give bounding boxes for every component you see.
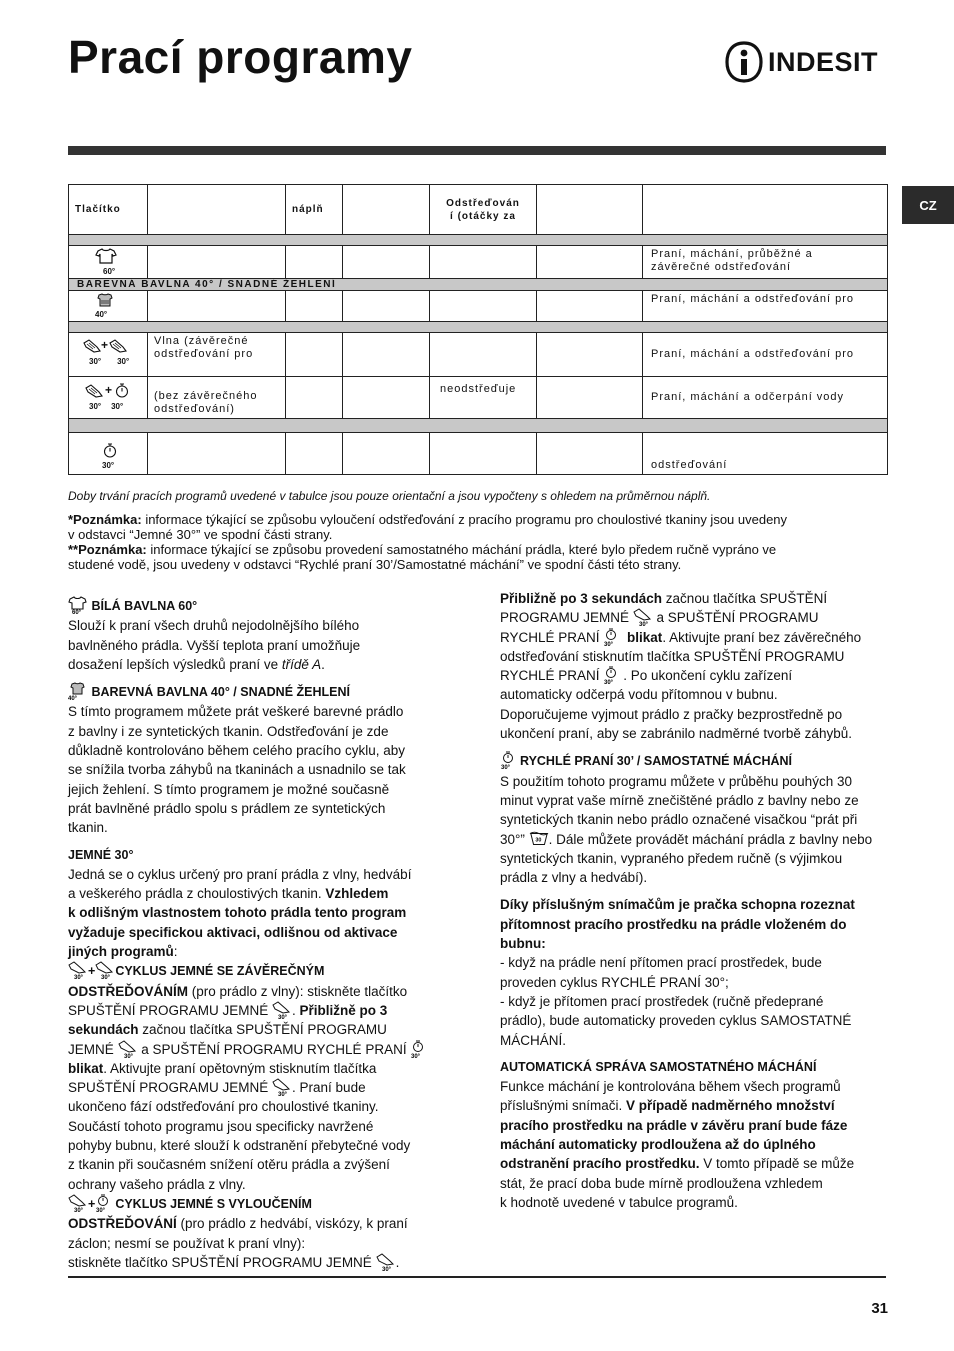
- text-bold: blikat: [627, 629, 663, 645]
- stopwatch-icon: [603, 666, 623, 684]
- text-line: ukončeno fází odstřeďování pro choulostivé tkaniny.: [68, 1099, 379, 1115]
- text-punct: :: [173, 944, 178, 960]
- energy-class: třídě A: [281, 656, 322, 672]
- hand-wool-icon: [68, 1194, 88, 1212]
- stopwatch-icon: [500, 751, 520, 769]
- plus-sign: +: [105, 383, 114, 397]
- table-cell: [343, 246, 430, 279]
- table-cell: [537, 433, 643, 475]
- table-row: [69, 246, 888, 279]
- svg-text:40°: 40°: [68, 696, 78, 701]
- svg-text:30°: 30°: [381, 1266, 391, 1271]
- text-line: z tkanin při současném snížení otěru prádla a zvýšení: [68, 1157, 390, 1173]
- table-cell: [343, 333, 430, 377]
- text-line: prát bavlněné prádlo spolu s prádlem ze syntetických: [68, 800, 386, 816]
- table-band-labeled: [69, 279, 888, 291]
- hand-wool-icon: [376, 1253, 396, 1271]
- language-tab: CZ: [902, 186, 954, 224]
- text-line: tkanin.: [68, 820, 108, 836]
- text-line: Funkce máchání je kontrolována během všech programů: [500, 1079, 841, 1095]
- table-cell: [286, 291, 343, 322]
- header-col6: [537, 185, 643, 235]
- table-cell: [343, 291, 430, 322]
- table-cell: [286, 246, 343, 279]
- table-cell: [286, 377, 343, 419]
- hand-wool-icon: [83, 339, 129, 366]
- header-col2: [148, 185, 286, 235]
- top-rule: [68, 146, 886, 155]
- text-line: důkladně kontrolováno během celého pracího cyklu, aby: [68, 743, 405, 759]
- stopwatch-icon: [95, 1194, 115, 1212]
- table-cell: [148, 291, 286, 322]
- icon-temp-label: 60°: [103, 267, 116, 276]
- text-line: stát, že prací doba bude mírně prodloužena vzhledem: [500, 1175, 823, 1191]
- text-bold: ODSTŘEĎOVÁNÍM: [68, 983, 189, 999]
- left-column: 60° BÍLÁ BAVLNA 60° Slouží k praní všech druhů nejodolnějšího bílého bavlněného prádla. Vyšší teplota praní umožňuje dosažení lepších výsledků praní ve třídě A. 40° BAREVNÁ BAVLNA 40° / SNADNÉ ŽEHLENÍ S tímto programem můžete prát veškeré barevné prádlo z bavlny i ze syntetických tkanin. Odstřeďování je zde důkladně kontrolováno během celého pracího cyklu, aby se snížila tvorba záhybů na tkaninách a usnadnilo se tak jejich žehlení. S tímto programem je možné současně prát bavlněné prádlo spolu s prádlem ze syntetických tkanin. JEMNÉ 30° Jedná se o cyklus určený pro praní prádla z vlny, hedvábí a veškerého prádla z choulostivých tkanin. Vzhledem k odlišným vlastnostem tohoto prádla tento program vyžaduje specifickou aktivaci, odlišnou od aktivace jiných programů: 30° + 30° CYKLUS JEMNÉ SE ZÁVĚREČNÝM ODSTŘEĎOVÁNÍM (pro prádlo z vlny): stiskněte tlačítko SPUŠTĚNÍ PROGRAMU JEMNÉ 30° . Přibližně po 3 sekundách začnou tlačítka SPUŠTĚNÍ PROGRAMU JEMNÉ 30° a SPUŠTĚNÍ PROGRAMU RYCHLÉ PRANÍ 30° blikat. Aktivujte praní opětovným stisknutím tlačítka SPUŠTĚNÍ PROGRAMU JEMNÉ 30° . Praní bude ukončeno fází odstřeďování pro choulostivé tkaniny. Součástí tohoto programu jsou specificky navržené pohyby bubnu, které slouží k odstranění přebytečné vody z tkanin při současném snížení otěru prádla a zvýšení ochrany vašeho prádla z vlny. 30° + 30° CYKLUS JEMNÉ S VYLOUČENÍM ODSTŘEĎOVÁNÍ (pro prádlo z hedvábí, viskózy, k praní záclon; nesmí se používat k praní vlny): stiskněte tlačítko SPUŠTĚNÍ PROGRAMU JEMNÉ 30° .: [68, 596, 443, 1272]
- text-bold: blikat: [68, 1060, 104, 1076]
- text-line: odstřeďování): [154, 403, 235, 415]
- text-bold: Díky příslušným snímačům je pračka schopna rozeznat: [500, 897, 855, 913]
- text-bold: odstranění pracího prostředku.: [500, 1156, 700, 1172]
- table-cell: [148, 246, 286, 279]
- text-line: odstřeďování pro: [154, 348, 254, 360]
- row-icon-cell: [69, 246, 148, 279]
- icon-temp-label: 30°: [102, 461, 115, 470]
- right-column: [500, 589, 888, 1212]
- text-line: pohyby bubnu, které slouží k odstranění přebytečné vody: [68, 1138, 411, 1154]
- stopwatch-icon: [603, 628, 623, 646]
- bottom-rule: [68, 1276, 886, 1278]
- colored-shirt-icon: [97, 293, 113, 319]
- text-line: jejich žehlení. S tímto programem je možné současně: [68, 781, 390, 797]
- svg-text:30°: 30°: [101, 975, 111, 980]
- svg-text:60°: 60°: [72, 610, 82, 614]
- text-line: . Aktivujte praní bez závěrečného: [662, 629, 862, 645]
- text-line: SPUŠTĚNÍ PROGRAMU JEMNÉ: [68, 1002, 273, 1018]
- note1-text-2: v odstavci “Jemné 30°” ve spodní části strany.: [68, 527, 333, 542]
- text-line: RYCHLÉ PRANÍ: [500, 629, 604, 645]
- text-line: S tímto programem můžete prát veškeré barevné prádlo: [68, 704, 404, 720]
- heading-white-cotton: BÍLÁ BAVLNA 60°: [91, 599, 198, 613]
- text-line: . Aktivujte praní opětovným stisknutím tlačítka: [103, 1060, 377, 1076]
- svg-text:30°: 30°: [74, 1207, 84, 1212]
- text-line: prádlo), bude automaticky proveden cyklus SAMOSTATNÉ: [500, 1013, 852, 1029]
- text-bold: máchání automaticky prodloužena až do úplného: [500, 1137, 816, 1153]
- text-bold: Přibližně po 3: [299, 1002, 388, 1018]
- row-text: [148, 377, 286, 419]
- table-band: [69, 419, 888, 433]
- svg-text:30°: 30°: [638, 622, 648, 627]
- text-line: bavlněného prádla. Vyšší teplota praní umožňuje: [68, 637, 361, 653]
- text-bold: k odlišným vlastnostem tohoto prádla tento program: [68, 905, 407, 921]
- svg-text:30°: 30°: [604, 680, 614, 685]
- row-text: [148, 333, 286, 377]
- svg-text:30°: 30°: [96, 1207, 106, 1212]
- icon-temp-label: 30°: [117, 357, 130, 366]
- text-line: a SPUŠTĚNÍ PROGRAMU: [652, 610, 819, 626]
- text-line: začnou tlačítka SPUŠTĚNÍ PROGRAMU: [138, 1022, 387, 1038]
- table-cell: [537, 333, 643, 377]
- icon-temp-label: 30°: [89, 357, 102, 366]
- svg-text:30°: 30°: [604, 641, 614, 646]
- row-desc: Praní, máchání a odstřeďování pro: [643, 333, 888, 377]
- text-line: a SPUŠTĚNÍ PROGRAMU RYCHLÉ PRANÍ: [137, 1041, 411, 1057]
- table-footnote: Doby trvání pracích programů uvedené v tabulce jsou pouze orientační a jsou vypočteny s ohledem na průměrnou náplň.: [68, 489, 711, 503]
- text-line: Součástí tohoto programu jsou specificky navržené: [68, 1118, 374, 1134]
- text-bold: jiných programů: [68, 944, 174, 960]
- programs-table: [68, 184, 888, 475]
- text-line: proveden cyklus RYCHLÉ PRANÍ 30°;: [500, 974, 729, 990]
- text-line: stiskněte tlačítko SPUŠTĚNÍ PROGRAMU JEMNÉ: [68, 1254, 376, 1270]
- table-row: [69, 291, 888, 322]
- text-line: - když je přítomen prací prostředek (ručně předeprané: [500, 993, 824, 1009]
- text-line: SPUŠTĚNÍ PROGRAMU JEMNÉ: [68, 1080, 273, 1096]
- icon-temp-label: 40°: [95, 310, 108, 319]
- header-spin-line2: í (otáčky za: [450, 210, 516, 222]
- table-cell: [343, 433, 430, 475]
- table-band: [69, 322, 888, 333]
- text-bold: V případě nadměrného množství: [626, 1098, 835, 1114]
- row-desc: odstřeďování: [643, 433, 888, 475]
- note2-text: informace týkající se způsobu provedení samostatného máchání prádla, které bylo předem ručně vypráno ve: [146, 542, 777, 557]
- text-bold: pracího prostředku na prádle v závěru praní bude fáze: [500, 1117, 848, 1133]
- row-icon-cell: [69, 291, 148, 322]
- text-line: Vlna (závěrečné: [154, 335, 249, 347]
- row-icon-cell: [69, 333, 148, 377]
- note2-label: **Poznámka:: [68, 542, 147, 557]
- table-row: [69, 377, 888, 419]
- table-cell: [537, 377, 643, 419]
- icon-temp-label: 30°: [89, 402, 102, 411]
- heading-quick-wash: RYCHLÉ PRANÍ 30’ / SAMOSTATNÉ MÁCHÁNÍ: [520, 754, 793, 769]
- text-line: JEMNÉ: [68, 1041, 118, 1057]
- table-band: [69, 235, 888, 246]
- table-row: [69, 433, 888, 475]
- table-cell: [537, 246, 643, 279]
- hand-wool-plus-stopwatch-icon: [85, 383, 129, 411]
- heading-delicate-nospin: CYKLUS JEMNÉ S VYLOUČENÍM: [115, 1196, 312, 1211]
- text-line: S použitím tohoto programu můžete v průběhu pouhých 30: [500, 773, 852, 789]
- text-line: syntetických tkanin, vypraného předem ručně (s výjimkou: [500, 850, 843, 866]
- text-line: a veškerého prádla z choulostivých tkanin.: [68, 886, 326, 902]
- text-line: prádla z vlny a hedvábí).: [500, 870, 648, 886]
- indesit-i-logo: [724, 40, 764, 84]
- shirt-icon: [95, 248, 117, 276]
- hand-wool-icon: [633, 608, 653, 626]
- hand-wool-icon: [272, 1078, 292, 1096]
- text-punct: .: [321, 656, 325, 672]
- table-header-row: [69, 185, 888, 235]
- table-cell: [343, 377, 430, 419]
- text-line: MÁCHÁNÍ.: [500, 1032, 567, 1048]
- header-spin: [430, 185, 537, 235]
- colored-shirt-icon: [68, 682, 88, 700]
- table-cell: [430, 333, 537, 377]
- text-line: 30°”: [500, 831, 529, 847]
- hand-wool-icon: [118, 1040, 138, 1058]
- table-cell: [148, 433, 286, 475]
- svg-text:30°: 30°: [501, 765, 511, 770]
- desc-line: závěrečné odstřeďování: [651, 261, 792, 273]
- text-line: ukončení praní, aby se zabránilo nadměrné tvorbě záhybů.: [500, 726, 852, 742]
- header-col7: [643, 185, 888, 235]
- text-line: se snížila tvorba záhybů na tkaninách a usnadnilo se tak: [68, 762, 406, 778]
- stopwatch-icon: [103, 443, 117, 470]
- header-fill: náplň: [286, 185, 343, 235]
- text-line: . Po ukončení cyklu zařízení: [623, 668, 793, 684]
- note1-label: *Poznámka:: [68, 512, 142, 527]
- text-bold: Přibližně po 3 sekundách: [500, 591, 663, 606]
- text-line: záclon; nesmí se používat k praní vlny):: [68, 1235, 306, 1251]
- text-bold: vyžaduje specifickou aktivaci, odlišnou od aktivace: [68, 924, 398, 940]
- text-line: k hodnotě uvedené v tabulce programů.: [500, 1194, 738, 1210]
- row-spin: neodstřeďuje: [430, 377, 537, 419]
- notes-block: [68, 512, 858, 572]
- brand-name: INDESIT: [768, 46, 879, 77]
- desc-line: Praní, máchání, průběžné a: [651, 248, 813, 260]
- heading-colored-cotton: BAREVNÁ BAVLNA 40° / SNADNÉ ŽEHLENÍ: [91, 685, 350, 700]
- text-line: ochrany vašeho prádla z vlny.: [68, 1176, 246, 1192]
- row-icon-cell: [69, 433, 148, 475]
- svg-text:30°: 30°: [123, 1053, 133, 1058]
- row-desc: [643, 246, 888, 279]
- band-label: BAREVNÁ BAVLNA 40° / SNADNÉ ŽEHLENÍ: [69, 279, 888, 291]
- heading-delicate: JEMNÉ 30°: [68, 847, 134, 862]
- svg-text:30°: 30°: [411, 1053, 421, 1058]
- table-cell: [430, 246, 537, 279]
- text-line: z bavlny i ze syntetických tkanin. Odstřeďování je zde: [68, 723, 389, 739]
- hand-wool-icon: [95, 961, 115, 979]
- text-line: Doporučujeme vyjmout prádlo z pračky bezprostředně po: [500, 706, 843, 722]
- shirt-icon: [68, 596, 88, 614]
- text-bold: přítomnost pracího prostředku na prádle vloženém do: [500, 916, 847, 932]
- heading-delicate-spin: CYKLUS JEMNÉ SE ZÁVĚREČNÝM: [115, 964, 325, 979]
- text-bold: bubnu:: [500, 936, 546, 952]
- table-row: [69, 333, 888, 377]
- text-line: Slouží k praní všech druhů nejodolnějšího bílého: [68, 618, 360, 634]
- page-title: Prací programy: [68, 31, 413, 83]
- text-line: . Praní bude: [292, 1080, 366, 1096]
- wash-tub-30-icon: [529, 830, 549, 848]
- table-cell: [537, 291, 643, 322]
- text-line: odstřeďování stisknutím tlačítka SPUŠTĚNÍ PROGRAMU: [500, 648, 845, 664]
- hand-wool-icon: [272, 1001, 292, 1019]
- text-line: Jedná se o cyklus určený pro praní prádla z vlny, hedvábí: [68, 866, 412, 882]
- text-line: minut vyprat vaše mírně znečištěné prádlo z bavlny nebo ze: [500, 792, 859, 808]
- text-line: syntetických tkanin nebo prádlo označené visačkou “prát při: [500, 812, 858, 828]
- text-bold: sekundách: [68, 1022, 139, 1038]
- page-number: 31: [871, 1300, 888, 1317]
- text-line: začnou tlačítka SPUŠTĚNÍ: [662, 591, 828, 606]
- text-line: příslušnými snímači.: [500, 1098, 627, 1114]
- svg-text:30: 30: [535, 837, 542, 844]
- header-button: Tlačítko: [69, 185, 148, 235]
- text-line: (pro prádlo z hedvábí, viskózy, k praní: [176, 1216, 408, 1232]
- header-spin-line1: Odstřeďován: [446, 197, 520, 209]
- text-bold: ODSTŘEĎOVÁNÍ: [68, 1216, 177, 1232]
- table-cell: [430, 433, 537, 475]
- row-desc: Praní, máchání a odčerpání vody: [643, 377, 888, 419]
- text-line: PROGRAMU JEMNÉ: [500, 610, 633, 626]
- row-icon-cell: [69, 377, 148, 419]
- text-line: . Dále můžete provádět máchání prádla z bavlny nebo: [548, 831, 873, 847]
- plus-sign: +: [101, 338, 110, 352]
- table-cell: [286, 333, 343, 377]
- note2-text-2: studené vodě, jsou uvedeny v odstavci “Rychlé praní 30’/Samostatné máchání” ve spodní části této strany.: [68, 557, 682, 572]
- svg-text:30°: 30°: [278, 1014, 288, 1019]
- heading-auto-rinse: AUTOMATICKÁ SPRÁVA SAMOSTATNÉHO MÁCHÁNÍ: [500, 1059, 817, 1074]
- table-cell: [286, 433, 343, 475]
- header-col4: [343, 185, 430, 235]
- text-line: (bez závěrečného: [154, 390, 258, 402]
- icon-temp-label: 30°: [111, 402, 124, 411]
- svg-text:30°: 30°: [278, 1092, 288, 1097]
- text-line: (pro prádlo z vlny): stiskněte tlačítko: [188, 983, 408, 999]
- table-cell: [430, 291, 537, 322]
- brand-logo: [724, 40, 878, 84]
- note1-text: informace týkající se způsobu vyloučení odstřeďování z pracího programu pro choulostivé tkaniny jsou uvedeny: [141, 512, 788, 527]
- svg-text:30°: 30°: [74, 975, 84, 980]
- text-line: dosažení lepších výsledků praní ve: [68, 656, 282, 672]
- text-line: V tomto případě se může: [699, 1156, 855, 1172]
- row-desc: Praní, máchání a odstřeďování pro: [643, 291, 888, 322]
- text-bold: Vzhledem: [325, 886, 389, 902]
- stopwatch-icon: [410, 1040, 430, 1058]
- text-line: automaticky odčerpá vodu přítomnou v bubnu.: [500, 687, 778, 703]
- text-line: RYCHLÉ PRANÍ: [500, 668, 604, 684]
- text-line: - když na prádle není přítomen prací prostředek, bude: [500, 955, 822, 971]
- hand-wool-icon: [68, 961, 88, 979]
